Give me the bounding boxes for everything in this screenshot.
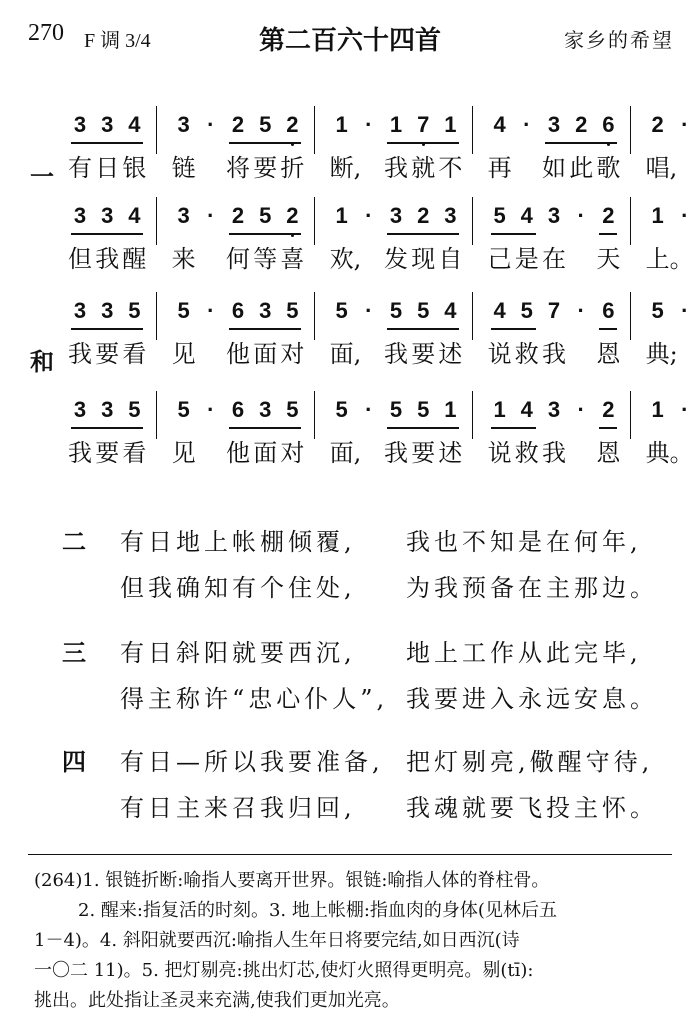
note: 6 [602,298,615,323]
duration-dot: · [207,397,215,422]
footnote-divider [28,854,672,855]
duration-dot: · [681,298,689,323]
lyric-syllable: 自 [438,245,463,273]
note: 2 [651,112,664,137]
lyric-syllable: 要 [95,340,120,368]
barline [156,197,157,245]
lyric-syllable: 恩 [596,340,621,368]
note: 3 [101,112,114,137]
lyric-syllable: 日 [95,154,120,182]
note: 7 [411,112,435,138]
note: 2 [231,112,245,137]
note: 6 [596,112,620,138]
note: 3 [547,203,561,228]
note: 4 [128,112,141,137]
beam-underline [387,328,459,330]
lyric-syllable: 看 [122,340,147,368]
beam-underline [387,142,459,144]
duration-dot: · [207,203,215,228]
lyric-syllable: 来 [171,245,196,273]
lyric-syllable: 面, [329,439,362,467]
note: 5 [389,298,403,323]
lyric-syllable: 我 [384,340,408,368]
beam-underline [229,427,301,429]
lyric-syllable: 见 [171,340,196,368]
stanza-line: 为我预备在主那边。 [406,574,658,602]
barline [472,292,473,340]
note: 3 [73,298,87,323]
note: 5 [177,298,190,323]
lyric-syllable: 我 [542,340,566,368]
barline [156,106,157,154]
lyric-syllable: 我 [384,439,408,467]
beam-underline [71,142,143,144]
lyric-syllable: 救 [514,439,539,467]
lyric-syllable: 述 [438,340,463,368]
lyric-syllable: 但 [68,245,92,273]
note: 2 [417,203,430,228]
lyric-syllable: 救 [514,340,539,368]
lyric-syllable: 己 [487,245,512,273]
note: 3 [101,203,114,228]
beam-underline [229,328,301,330]
barline [314,391,315,439]
duration-dot: · [523,112,531,137]
duration-dot: · [207,112,215,137]
beam-underline [229,142,301,144]
lyric-syllable: 唱, [645,154,678,182]
duration-dot: · [365,298,373,323]
note: 3 [259,397,272,422]
note: 5 [417,298,430,323]
lyric-syllable: 说 [487,340,512,368]
note: 3 [547,397,561,422]
stanza-line: 有日—所以我要准备, [120,748,384,776]
note: 4 [128,203,141,228]
lyric-syllable: 链 [171,154,196,182]
note: 7 [547,298,561,323]
lyric-syllable: 我 [95,245,120,273]
barline [472,106,473,154]
beam-underline [491,233,536,235]
lyric-syllable: 再 [487,154,512,182]
note: 5 [335,397,348,422]
duration-dot: · [207,298,215,323]
note: 3 [73,112,87,137]
note: 4 [520,397,533,422]
note: 3 [101,397,114,422]
lyric-syllable: 有 [68,154,92,182]
note: 5 [286,298,299,323]
lyric-syllable: 述 [438,439,463,467]
lyric-syllable: 恩 [596,439,621,467]
note: 5 [389,397,403,422]
beam-underline [229,233,301,235]
lyric-syllable: 他 [226,439,250,467]
note: 5 [417,397,430,422]
note: 3 [177,203,190,228]
verse-label-one: 一 [30,163,54,191]
duration-dot: · [365,397,373,422]
barline [630,292,631,340]
duration-dot: · [681,203,689,228]
beam-underline [71,233,143,235]
stanza-number: 四 [62,748,86,776]
lyric-syllable: 断, [329,154,362,182]
barline [630,197,631,245]
note: 3 [444,203,457,228]
note: 3 [101,298,114,323]
stanza-number: 二 [62,528,86,556]
duration-dot: · [577,298,585,323]
note: 5 [128,298,141,323]
beam-underline [599,233,617,235]
duration-dot: · [365,112,373,137]
footnote-line: (264)1. 银链折断:喻指人要离开世界。银链:喻指人体的脊柱骨。 [34,870,550,891]
lyric-syllable: 要 [411,439,436,467]
note: 3 [73,203,87,228]
note: 1 [335,203,348,228]
note: 6 [231,397,245,422]
lyric-syllable: 要 [95,439,120,467]
stanza-line: 把灯剔亮,儆醒守待, [406,748,654,776]
stanza-line: 有日地上帐棚倾覆, [120,528,356,556]
lyric-syllable: 他 [226,340,250,368]
note: 2 [280,112,304,138]
barline [630,106,631,154]
barline [472,391,473,439]
lyric-syllable: 对 [280,340,305,368]
duration-dot: · [577,203,585,228]
lyric-syllable: 天 [596,245,621,273]
lyric-syllable: 歌 [596,154,621,182]
barline [314,292,315,340]
note: 3 [547,112,561,137]
lyric-syllable: 是 [514,245,539,273]
note: 3 [389,203,403,228]
lyric-syllable: 发 [384,245,408,273]
lyric-syllable: 醒 [122,245,147,273]
note: 3 [259,298,272,323]
beam-underline [71,427,143,429]
note: 5 [128,397,141,422]
stanza-line: 我也不知是在何年, [406,528,642,556]
lyric-syllable: 见 [171,439,196,467]
lyric-syllable: 我 [68,340,92,368]
beam-underline [491,328,536,330]
footnotes [34,866,674,1016]
lyric-syllable: 对 [280,439,305,467]
note: 5 [177,397,190,422]
lyric-syllable: 折 [280,154,305,182]
lyric-syllable: 要 [253,154,278,182]
lyric-syllable: 银 [122,154,147,182]
note: 1 [335,112,348,137]
lyric-syllable: 何 [226,245,250,273]
note: 5 [493,203,506,228]
note: 4 [444,298,457,323]
note: 3 [73,397,87,422]
footnote-line: 挑出。此处指让圣灵来充满,使我们更加光亮。 [34,990,400,1011]
stanza-line: 地上工作从此完毕, [406,639,642,667]
stanza-number: 三 [62,639,86,667]
note: 5 [651,298,664,323]
beam-underline [599,427,617,429]
beam-underline [387,233,459,235]
hymn-number: 270 [28,20,64,46]
note: 3 [177,112,190,137]
key-signature: F 调 3/4 [84,30,151,52]
stanza-line: 有日主来召我归回, [120,794,356,822]
note: 5 [259,203,272,228]
lyric-syllable: 不 [438,154,463,182]
verse-label-chorus: 和 [30,348,54,376]
stanza-line: 我要进入永远安息。 [406,685,658,713]
beam-underline [599,328,617,330]
lyric-syllable: 将 [226,154,250,182]
barline [314,106,315,154]
lyric-syllable: 我 [384,154,408,182]
lyric-syllable: 说 [487,439,512,467]
lyric-syllable: 就 [411,154,436,182]
note: 2 [575,112,588,137]
note: 5 [286,397,299,422]
note: 4 [493,298,506,323]
note: 4 [493,112,506,137]
stanza-line: 有日斜阳就要西沉, [120,639,356,667]
lyric-syllable: 典; [645,340,678,368]
lyric-syllable: 面 [253,439,278,467]
page-title: 第二百六十四首 [258,26,441,56]
note: 1 [444,397,457,422]
beam-underline [491,427,536,429]
lyric-syllable: 现 [411,245,436,273]
note: 4 [520,203,533,228]
beam-underline [545,142,617,144]
lyric-syllable: 我 [542,439,566,467]
barline [472,197,473,245]
note: 1 [651,203,664,228]
barline [156,292,157,340]
lyric-syllable: 我 [68,439,92,467]
stanza-line: 我魂就要飞投主怀。 [406,794,658,822]
duration-dot: · [577,397,585,422]
note: 5 [335,298,348,323]
lyric-syllable: 上。 [645,245,694,273]
stanza-line: 得主称许“忠心仆人”, [120,685,389,713]
footnote-line: 2. 醒来:指复活的时刻。3. 地上帐棚:指血肉的身体(见林后五 [78,900,557,921]
note: 1 [389,112,403,137]
note: 1 [493,397,506,422]
footnote-line: 1－4)。4. 斜阳就要西沉:喻指人生年日将要完结,如日西沉(诗 [34,930,520,951]
lyric-syllable: 典。 [645,439,694,467]
lyric-syllable: 欢, [329,245,362,273]
lyric-syllable: 此 [569,154,594,182]
beam-underline [387,427,459,429]
hymn-subtitle: 家乡的希望 [564,28,674,52]
lyric-syllable: 在 [542,245,566,273]
note: 6 [231,298,245,323]
note: 2 [280,203,304,229]
note: 1 [444,112,457,137]
duration-dot: · [681,397,689,422]
note: 2 [602,397,615,422]
note: 5 [520,298,533,323]
beam-underline [71,328,143,330]
barline [156,391,157,439]
duration-dot: · [365,203,373,228]
duration-dot: · [681,112,689,137]
lyric-syllable: 喜 [280,245,305,273]
lyric-syllable: 如 [542,154,566,182]
lyric-syllable: 面 [253,340,278,368]
note: 2 [602,203,615,228]
lyric-syllable: 面, [329,340,362,368]
barline [314,197,315,245]
lyric-syllable: 等 [253,245,278,273]
note: 1 [651,397,664,422]
footnote-line: 一〇二 11)。5. 把灯剔亮:挑出灯芯,使灯火照得更明亮。剔(tī): [34,960,534,981]
note: 2 [231,203,245,228]
lyric-syllable: 看 [122,439,147,467]
stanza-line: 但我确知有个住处, [120,574,356,602]
lyric-syllable: 要 [411,340,436,368]
barline [630,391,631,439]
note: 5 [259,112,272,137]
